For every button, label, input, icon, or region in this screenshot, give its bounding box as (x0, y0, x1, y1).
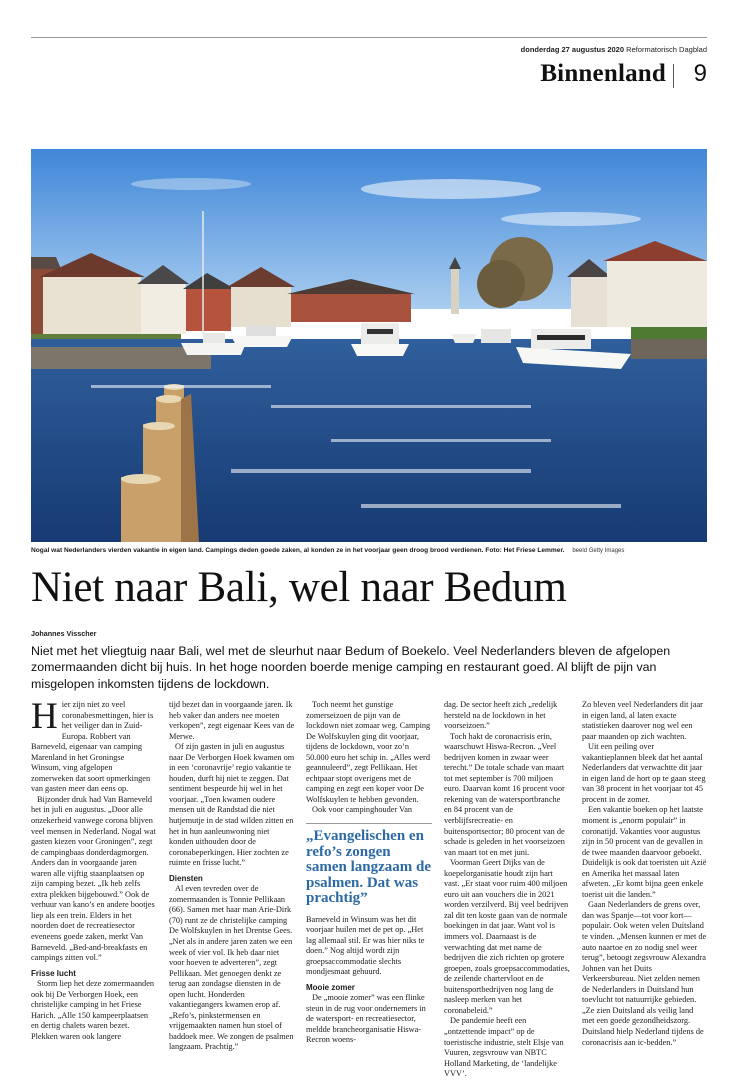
paragraph: Uit een peiling over vakantieplannen bleek dat het aantal Nederlanders dat verwachtte dit jaar in eigen land de hort op te gaan steeg van 38 procent in het voorjaar tot 45 procent in de zomer. (582, 742, 706, 804)
lede: Niet met het vliegtuig naar Bali, wel met de sleurhut naar Bedum of Boekelo. Veel Nederlanders bleven de afgelopen zomermaanden dicht bij huis. In het hoge noorden boerde menige camping en restaurant goed. Al blijft de pijn van misgelopen inkomsten tijdens de lockdown. (31, 644, 671, 691)
paragraph: Bijzonder druk had Van Barneveld het in juli en augustus. „Door alle onzekerheid vanwege corona blijven veel mensen in Nederland. Nogal wat gasten kiezen voor Groningen”, zegt de campingbaas donderdagmorgen. Anders dan in voorgaande jaren waren alle vijftig staanplaatsen op zijn camping bezet. „Ik heb zelfs extra plekken bijgebouwd.” Ook de verhuur van kano’s en andere bootjes liep als een trein. Elders in het noorden doet de recreatiesector eveneens goede zaken, merkt Van Barneveld. „Bed-and-breakfasts en campings zitten vol.” (31, 794, 156, 963)
paragraph: tijd bezet dan in voorgaande jaren. Ik heb vaker dan anders nee moeten verkopen”, zegt eigenaar Kees van de Merwe. (169, 700, 295, 741)
paragraph: Ook voor campinghouder Van (312, 805, 413, 815)
column-1 (31, 696, 156, 1042)
column-4 (444, 700, 570, 1080)
paragraph: Storm liep het deze zomermaanden ook bij De Verborgen Hoek, een christelijke camping in het Friese Harich. „Alle 150 kampeerplaatsen en dertig chalets waren bezet. Plekken waren ook langere (31, 979, 155, 1041)
paragraph: Toch neemt het gunstige zomerseizoen de pijn van de lockdown niet zomaar weg. Camping De Wolfskuylen ging dit voorjaar, tijdens de lockdown, voor zo’n 50.000 euro het schip in. „Alles werd geannuleerd”, zegt Pellikaan. Het echtpaar stopt overigens met de camping en zegt een koper voor De Wolfskuylen te hebben gevonden. (306, 700, 431, 804)
column-2 (169, 700, 295, 1053)
paragraph: dag. De sector heeft zich „redelijk hersteld na de lockdown in het voorseizoen.” (444, 700, 558, 731)
column-5 (582, 700, 707, 1048)
section-title: Binnenland (540, 60, 666, 87)
paragraph: De „mooie zomer” was een flinke steun in de rug voor ondernemers in de watersport- en recreatiesector, meldde brancheorganisatie Hiswa-Recron woens- (306, 993, 426, 1045)
paragraph: Een vakantie boeken op het laatste moment is „enorm populair” in coronatijd. Vakanties voor augustus zijn in 50 procent van de gevallen in de twee maanden daarvoor geboekt. Duidelijk is ook dat toeristen uit Azië en Amerika het massaal laten afweten. „Er komt bijna geen enkele toerist uit die landen.” (582, 805, 707, 899)
issue-date: donderdag 27 augustus 2020 (520, 45, 625, 54)
paragraph: Voorman Geert Dijks van de koepelorganisatie houdt zijn hart vast. „Er staat voor ruim 400 miljoen euro uit aan vouchers die in 2021 worden verzilverd. Bij veel bedrijven zal dit ten koste gaan van de normale boekingen in dat jaar. Want vol is immers vol. Daarnaast is de verwachting dat met name de bedrijven die zich richten op grotere groepen, zoals groepsaccommodaties, de zeilende chartervloot en de buitensportbedrijven nog lang de nasleep merken van het coronabeleid.” (444, 858, 570, 1015)
pull-quote: „Evangelischen en refo’s zongen samen langzaam de psalmen. Dat was prachtig” (306, 823, 432, 907)
section-divider (673, 64, 674, 88)
paragraph: Of zijn gasten in juli en augustus naar De Verborgen Hoek kwamen om in een ‘coronavrije’ regio vakantie te houden, durft hij niet te zeggen. Dat sentiment bespeurde hij wel in het voorjaar. „Toen kwamen oudere mensen uit de Randstad die niet hutjemutje in de stad wilden zitten en het in hun aanleunwoning niet konden uithouden door de coronabeperkingen. Hier zochten ze ruimte en frisse lucht.” (169, 742, 295, 868)
photo-credit: beeld Getty Images (572, 548, 625, 554)
subheading: Mooie zomer (306, 982, 355, 992)
harbor-illustration (31, 149, 707, 542)
newspaper-name: Reformatorisch Dagblad (626, 45, 707, 54)
paragraph: Zo bleven veel Nederlanders dit jaar in eigen land, al laten exacte statistieken daarover nog wel een paar maanden op zich wachten. (582, 700, 703, 741)
headline: Niet naar Bali, wel naar Bedum (31, 564, 567, 611)
caption-text: Nogal wat Nederlanders vierden vakantie in eigen land. Campings deden goede zaken, al konden ze in het voorjaar geen droog brood verdienen. Foto: Het Friese Lemmer. (31, 547, 565, 554)
paragraph: ier zijn niet zo veel coronabesmettingen, hier is het veiliger dan in Zuid-Europa. Robbert van Barneveld, eigenaar van camping Marenland in het Groningse Winsum, ving afgelopen zomerweken dat soort opmerkingen van gasten meer dan eens op. (31, 700, 154, 794)
masthead-meta (521, 45, 707, 54)
dropcap: H (31, 696, 58, 737)
byline: Johannes Visscher (31, 629, 97, 638)
paragraph: Gaan Nederlanders de grens over, dan was Spanje—tot voor kort—populair. Ook weten velen Duitsland te vinden. „Mensen kunnen er met de auto naartoe en zo nodig snel weer terug”, betoogt zegsvrouw Alexandra Johnen van het Duits Verkeersbureau. Niet zelden nemen de Nederlanders in Duitsland hun toevlucht tot natuurrijke gebieden. „Ze zien Duitsland als veilig land met een goede gezondheidszorg. Duitsland hielp Nederland tijdens de coronacrisis aan ic-bedden.” (582, 900, 707, 1047)
subheading: Diensten (169, 873, 203, 883)
paragraph: Barneveld in Winsum was het dit voorjaar huilen met de pet op. „Het lag allemaal stil. Er was hier niks te doen.” Nog altijd wordt zijn groepsaccommodatie slechts mondjesmaat gehuurd. (306, 914, 425, 977)
subheading: Frisse lucht (31, 968, 76, 978)
column-3 (306, 700, 432, 1046)
paragraph: Al even tevreden over de zomermaanden is Tonnie Pellikaan (66). Samen met haar man Arie-Dirk (70) runt ze de christelijke camping De Wolfskuylen in het Drentse Gees. „Net als in andere jaren zaten we een week of vier vol. Ik heb daar niet voor hoeven te adverteren”, zegt Pellikaan. Met genoegen denkt ze terug aan zondagse diensten in de open lucht. Honderden vakantiegangers kwamen erop af. „Refo’s, pinkstermensen en vrijgemaakten namen hun stoel of baddoek mee. We zongen de psalmen langzaam. Prachtig.” (169, 884, 294, 1052)
harbor-photo (31, 149, 707, 542)
paragraph: Toch hakt de coronacrisis erin, waarschuwt Hiswa-Recron. „Veel bedrijven komen in zwaar weer terecht.” De totale schade van maart tot met september is 700 miljoen euro. Daarvan komt 16 procent voor rekening van de watersportbranche en 84 procent van de verblijfsrecreatie- en buitensportsector; 80 procent van de schade is geleden in het voorseizoen van maart tot en met juni. (444, 731, 565, 857)
top-rule (31, 37, 707, 38)
paragraph: De pandemie heeft een „ontzettende impact” op de toeristische industrie, stelt Elsje van Vuuren, zegsvrouw van NBTC Holland Marketing, de ‘landelijke VVV’. (444, 1016, 564, 1079)
photo-caption (31, 546, 707, 556)
page-number: 9 (693, 60, 707, 87)
